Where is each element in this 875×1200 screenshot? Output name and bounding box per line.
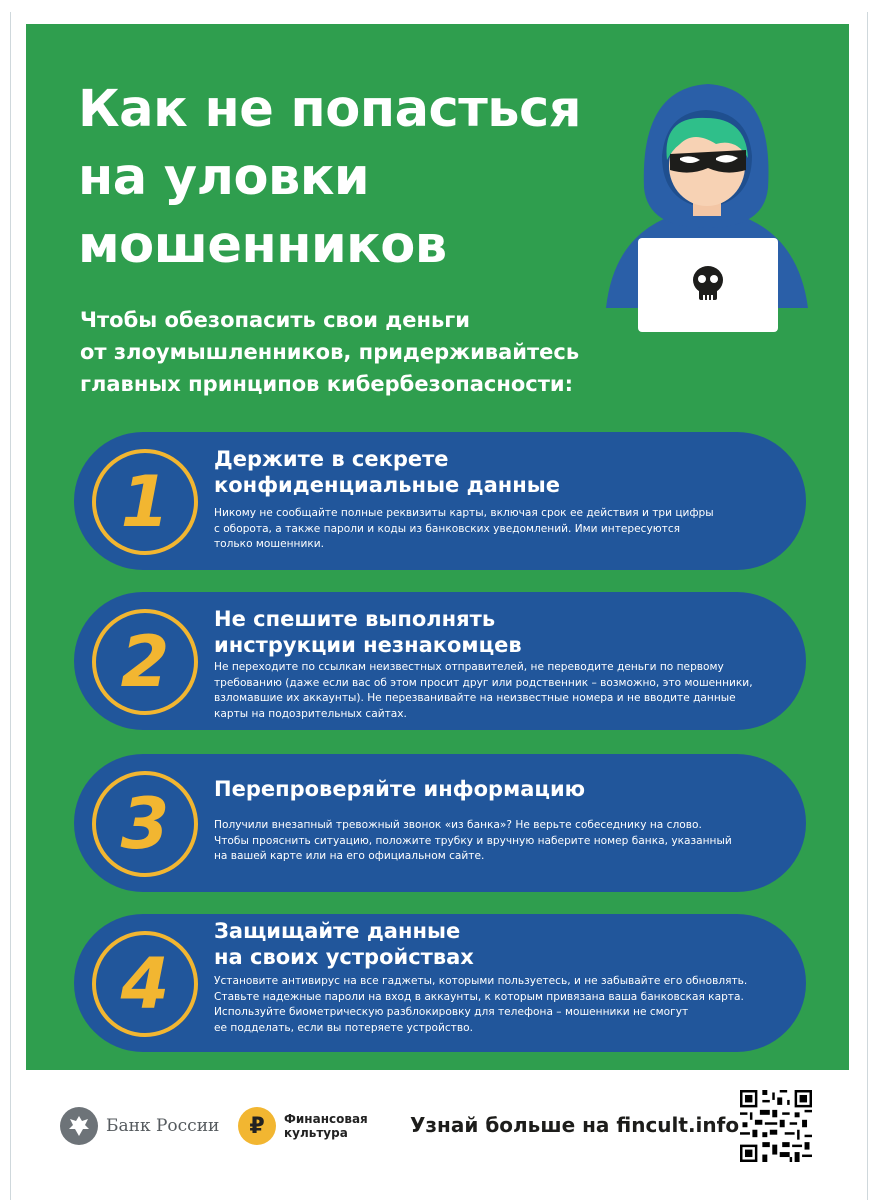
eagle-emblem-icon: [60, 1107, 98, 1145]
title-line: на уловки: [78, 148, 370, 207]
tip-text: [214, 506, 784, 553]
ruble-icon: ₽: [238, 1107, 276, 1145]
tip-title: [214, 446, 784, 498]
subtitle-line: главных принципов кибербезопасности:: [80, 372, 573, 396]
tip-text-line: Получили внезапный тревожный звонок «из банка»? Не верьте собеседнику на слово.: [214, 819, 702, 831]
tip-title: [214, 606, 784, 658]
tip-text: [214, 974, 784, 1036]
bank-of-russia-logo: [60, 1106, 219, 1146]
qr-code-icon[interactable]: [740, 1090, 812, 1162]
tip-text: [214, 660, 784, 722]
title-line: Как не попасться: [78, 80, 581, 139]
tip-text-line: Не переходите по ссылкам неизвестных отправителей, не переводите деньги по первому: [214, 661, 724, 673]
tip-number-badge: 4: [92, 931, 198, 1037]
tip-title-line: Перепроверяйте информацию: [214, 777, 586, 801]
fin-name-line: Финансовая: [284, 1112, 368, 1126]
tip-text-line: карты на подозрительных сайтах.: [214, 707, 407, 720]
tip-number-badge: 3: [92, 771, 198, 877]
tip-title-line: Не спешите выполнять: [214, 607, 496, 631]
tip-text-line: Используйте биометрическую разблокировку для телефона – мошенники не смогут: [214, 1006, 689, 1018]
bank-name: Банк России: [106, 1116, 220, 1136]
subtitle-line: от злоумышленников, придерживайтесь: [80, 340, 580, 364]
subtitle-line: Чтобы обезопасить свои деньги: [80, 308, 470, 332]
tip-text-line: Установите антивирус на все гаджеты, которыми пользуетесь, и не забывайте его обновлять.: [214, 975, 748, 987]
tip-text-line: на вашей карте или на его официальном сайте.: [214, 850, 485, 862]
tip-title: [214, 776, 784, 802]
tip-text-line: с оборота, а также пароли и коды из банковских уведомлений. Ими интересуются: [214, 522, 681, 535]
tip-title-line: Защищайте данные: [214, 919, 461, 943]
tip-text-line: Чтобы прояснить ситуацию, положите трубку и вручную наберите номер банка, указанный: [214, 834, 732, 847]
hacker-icon: [596, 78, 816, 338]
learn-more-link[interactable]: Узнай больше на fincult.info: [410, 1113, 740, 1137]
fin-name-line: культура: [284, 1126, 348, 1140]
tip-title-line: конфиденциальные данные: [214, 473, 560, 497]
poster-subtitle: [80, 304, 680, 400]
tip-title: [214, 918, 784, 970]
tip-number-badge: 1: [92, 449, 198, 555]
tip-text-line: только мошенники.: [214, 538, 324, 550]
poster-title: [78, 76, 638, 280]
tip-text-line: взломавшие их аккаунты). Не перезванивайте на неизвестные номера и не вводите данные: [214, 692, 736, 704]
tip-text-line: Никому не сообщайте полные реквизиты карты, включая срок ее действия и три цифры: [214, 507, 714, 519]
tip-text: [214, 818, 784, 865]
tip-title-line: Держите в секрете: [214, 447, 449, 471]
tip-card-3: [74, 754, 806, 892]
tip-card-2: [74, 592, 806, 730]
financial-culture-name: [284, 1112, 368, 1140]
financial-culture-logo: [238, 1106, 368, 1146]
tip-card-1: [74, 432, 806, 570]
tip-title-line: инструкции незнакомцев: [214, 633, 522, 657]
tip-text-line: Ставьте надежные пароли на вход в аккаунты, к которым привязана ваша банковская карта.: [214, 990, 744, 1003]
title-line: мошенников: [78, 216, 447, 275]
tip-card-4: [74, 914, 806, 1052]
tip-title-line: на своих устройствах: [214, 945, 474, 969]
tip-number-badge: 2: [92, 609, 198, 715]
tip-text-line: требованию (даже если вас об этом просит друг или родственник – возможно, это мошенники,: [214, 676, 753, 689]
tip-text-line: ее подделать, если вы потеряете устройство.: [214, 1021, 473, 1034]
